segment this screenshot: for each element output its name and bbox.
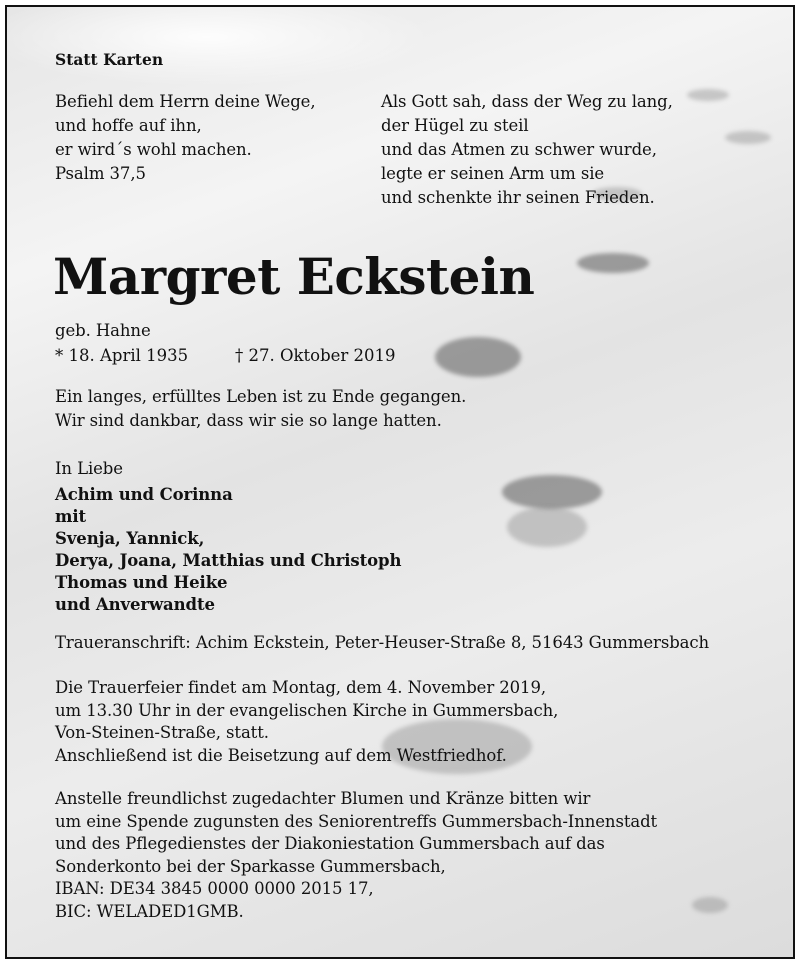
verse-left	[55, 90, 316, 186]
verse-right-line: der Hügel zu steil	[381, 116, 529, 135]
mourner-line: und Anverwandte	[55, 595, 215, 614]
verse-left-line: Psalm 37,5	[55, 164, 146, 183]
footprint-decoration	[502, 475, 602, 509]
donation-line: und des Pflegedienstes der Diakoniestation Gummersbach auf das	[55, 834, 605, 853]
birth-name: geb. Hahne	[55, 321, 151, 340]
footprint-decoration	[507, 507, 587, 547]
message-line: Wir sind dankbar, dass wir sie so lange hatten.	[55, 411, 442, 430]
donation-line: Anstelle freundlichst zugedachter Blumen und Kränze bitten wir	[55, 789, 591, 808]
verse-right-line: und das Atmen zu schwer wurde,	[381, 140, 657, 159]
ceremony-line: Von-Steinen-Straße, statt.	[55, 723, 269, 742]
verse-right-line: legte er seinen Arm um sie	[381, 164, 605, 183]
footprint-decoration	[435, 337, 521, 377]
mourner-line: Svenja, Yannick,	[55, 529, 205, 548]
donation-line: um eine Spende zugunsten des Seniorentreffs Gummersbach-Innenstadt	[55, 811, 658, 831]
message-line: Ein langes, erfülltes Leben ist zu Ende gegangen.	[55, 387, 467, 406]
mourner-line: mit	[55, 507, 87, 526]
life-dates	[55, 344, 396, 368]
ceremony-line: Die Trauerfeier findet am Montag, dem 4. November 2019,	[55, 678, 546, 697]
obituary-card	[5, 5, 795, 959]
mourners-intro: In Liebe	[55, 459, 123, 478]
mourners-list	[55, 484, 401, 616]
verse-right-line: und schenkte ihr seinen Frieden.	[381, 188, 655, 207]
footprint-decoration	[725, 131, 771, 144]
ceremony-line: um 13.30 Uhr in der evangelischen Kirche in Gummersbach,	[55, 700, 559, 720]
verse-left-line: er wird´s wohl machen.	[55, 140, 252, 159]
donation-info	[55, 788, 657, 923]
mourner-line: Thomas und Heike	[55, 573, 228, 592]
verse-left-line: und hoffe auf ihn,	[55, 116, 202, 135]
birth-date: * 18. April 1935	[55, 346, 189, 365]
message	[55, 385, 466, 433]
donation-line: Sonderkonto bei der Sparkasse Gummersbach,	[55, 856, 446, 876]
verse-right-line: Als Gott sah, dass der Weg zu lang,	[381, 92, 673, 111]
footprint-decoration	[687, 89, 729, 101]
death-date: † 27. Oktober 2019	[235, 346, 396, 365]
ceremony-line: Anschließend ist die Beisetzung auf dem Westfriedhof.	[55, 745, 507, 765]
verse-left-line: Befiehl dem Herrn deine Wege,	[55, 92, 316, 111]
verse-right	[381, 90, 673, 210]
mourning-address: Traueranschrift: Achim Eckstein, Peter-Heuser-Straße 8, 51643 Gummersbach	[55, 633, 710, 652]
footprint-decoration	[577, 253, 649, 273]
ceremony-info	[55, 677, 558, 767]
mourner-line: Achim und Corinna	[55, 485, 233, 504]
header-label: Statt Karten	[55, 50, 164, 69]
footprint-decoration	[692, 897, 728, 913]
mourner-line: Derya, Joana, Matthias und Christoph	[55, 551, 402, 570]
deceased-name: Margret Eckstein	[53, 247, 535, 306]
donation-line: BIC: WELADED1GMB.	[55, 901, 244, 921]
donation-line: IBAN: DE34 3845 0000 0000 2015 17,	[55, 879, 374, 898]
